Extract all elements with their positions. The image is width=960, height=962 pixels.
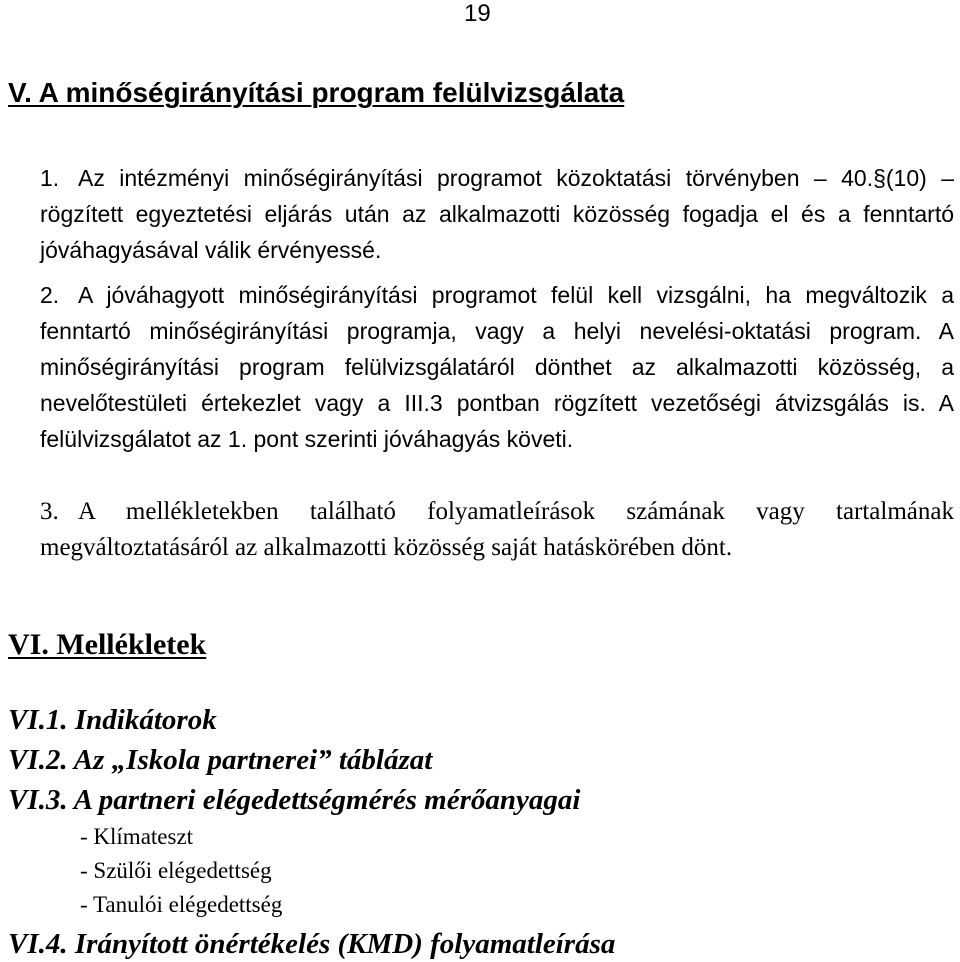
list-item [40, 277, 954, 457]
list-item [40, 494, 954, 566]
list-item-number: 1. [40, 165, 60, 191]
annex-subitem-parent-satisfaction: - Szülői elégedettség [80, 858, 272, 883]
list-item-text: A mellékletekben található folyamatleírások számának vagy tartalmának megváltoztatásáról az alkalmazotti közösség saját hatáskörében dönt. [40, 498, 954, 561]
page-number: 19 [464, 0, 491, 27]
section-title-v: V. A minőségirányítási program felülvizsgálata [8, 77, 625, 108]
annex-heading-partners-table: VI.2. Az „Iskola partnerei” táblázat [8, 744, 433, 776]
list-item-text: A jóváhagyott minőségirányítási programot felül kell vizsgálni, ha megváltozik a fenntartó minőségirányítási programja, vagy a helyi nevelési-oktatási program. A minőségirányítási program felülvizsgálatáról dönthet az alkalmazotti közösség, a nevelőtestületi értekezlet vagy a III.3 pontban rögzített vezetőségi átvizsgálás is. A felülvizsgálatot az 1. pont szerinti jóváhagyás követi. [40, 282, 954, 452]
list-item-text: Az intézményi minőségirányítási programot közoktatási törvényben – 40.§(10) – rögzített egyeztetési eljárás után az alkalmazotti közösség fogadja el és a fenntartó jóváhagyásával válik érvényessé. [40, 165, 954, 263]
list-item [40, 160, 954, 268]
annex-heading-indicators: VI.1. Indikátorok [8, 704, 217, 736]
list-item-number: 2. [40, 282, 60, 308]
annex-heading-self-assessment: VI.4. Irányított önértékelés (KMD) folyamatleírása [8, 928, 616, 960]
annex-subitem-student-satisfaction: - Tanulói elégedettség [80, 892, 283, 917]
list-item-number: 3. [40, 498, 59, 525]
section-title-vi: VI. Mellékletek [8, 628, 207, 661]
annex-subitem-climate-test: - Klímateszt [80, 824, 194, 849]
annex-heading-satisfaction-measures: VI.3. A partneri elégedettségmérés mérőanyagai [8, 784, 581, 816]
